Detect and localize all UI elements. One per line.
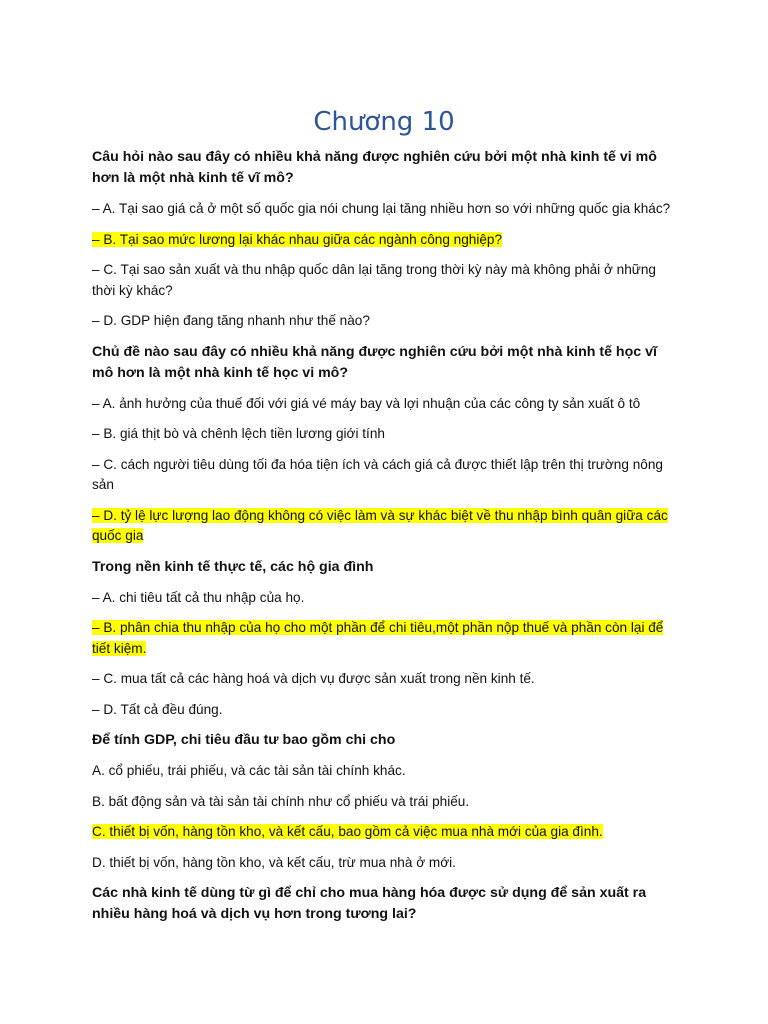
question-text: Chủ đề nào sau đây có nhiều khả năng được nghiên cứu bởi một nhà kinh tế học vĩ mô hơn là một nhà kinh tế học vi mô? bbox=[92, 343, 657, 381]
answer-text: – D. GDP hiện đang tăng nhanh như thế nào? bbox=[92, 313, 370, 328]
question-text: Các nhà kinh tế dùng từ gì để chỉ cho mua hàng hóa được sử dụng để sản xuất ra nhiều hàng hoá và dịch vụ hơn trong tương lai? bbox=[92, 885, 647, 922]
answer-text: – A. Tại sao giá cả ở một số quốc gia nói chung lại tăng nhiều hơn so với những quốc gia khác? bbox=[92, 201, 671, 216]
answer-option bbox=[92, 199, 682, 220]
answer-option-highlighted bbox=[92, 822, 682, 843]
answer-text: – D. tỷ lệ lực lượng lao động không có việc làm và sự khác biệt về thu nhập bình quân giữa các quốc gia bbox=[92, 507, 668, 543]
answer-option bbox=[92, 761, 682, 782]
answer-text: C. thiết bị vốn, hàng tồn kho, và kết cấu, bao gồm cả việc mua nhà mới của gia đình. bbox=[92, 824, 603, 839]
answer-option bbox=[92, 424, 682, 445]
answer-option bbox=[92, 394, 682, 415]
answer-option-highlighted bbox=[92, 230, 682, 251]
answer-text: – A. chi tiêu tất cả thu nhập của họ. bbox=[92, 589, 305, 605]
answer-text: – D. Tất cả đều đúng. bbox=[92, 701, 223, 717]
answer-text: B. bất động sản và tài sản tài chính như cổ phiếu và trái phiếu. bbox=[92, 793, 470, 809]
answer-text: – C. Tại sao sản xuất và thu nhập quốc dân lại tăng trong thời kỳ này mà không phải ở những thời kỳ khác? bbox=[92, 262, 656, 298]
answer-option bbox=[92, 792, 682, 813]
question-text: Câu hỏi nào sau đây có nhiều khả năng được nghiên cứu bởi một nhà kinh tế vi mô hơn là một nhà kinh tế vĩ mô? bbox=[92, 149, 657, 186]
answer-text: – A. ảnh hưởng của thuế đối với giá vé máy bay và lợi nhuận của các công ty sản xuất ô tô bbox=[92, 395, 641, 411]
answer-option bbox=[92, 588, 682, 609]
answer-text: – B. Tại sao mức lương lại khác nhau giữa các ngành công nghiệp? bbox=[92, 231, 503, 247]
answer-option bbox=[92, 311, 682, 332]
answer-option bbox=[92, 260, 682, 301]
answer-option-highlighted bbox=[92, 618, 682, 659]
answer-text: A. cổ phiếu, trái phiếu, và các tài sản tài chính khác. bbox=[92, 763, 406, 778]
answer-option bbox=[92, 853, 682, 874]
answer-option bbox=[92, 700, 682, 721]
answer-text: – B. phân chia thu nhập của họ cho một phần để chi tiêu,một phần nộp thuế và phần còn lại để tiết kiệm. bbox=[92, 620, 664, 656]
question-text: Trong nền kinh tế thực tế, các hộ gia đình bbox=[92, 558, 374, 575]
answer-text: – B. giá thịt bò và chênh lệch tiền lương giới tính bbox=[92, 426, 385, 441]
answer-option bbox=[92, 455, 682, 496]
page-title: Chương 10 bbox=[313, 107, 455, 137]
question-list bbox=[92, 147, 682, 935]
answer-text: D. thiết bị vốn, hàng tồn kho, và kết cấu, trừ mua nhà ở mới. bbox=[92, 854, 456, 870]
answer-text: – C. mua tất cả các hàng hoá và dịch vụ được sản xuất trong nền kinh tế. bbox=[92, 671, 535, 686]
answer-option-highlighted bbox=[92, 506, 682, 547]
question-text: Để tính GDP, chi tiêu đầu tư bao gồm chi cho bbox=[92, 732, 396, 748]
answer-option bbox=[92, 669, 682, 690]
answer-text: – C. cách người tiêu dùng tối đa hóa tiện ích và cách giá cả được thiết lập trên thị trường nông sản bbox=[92, 456, 663, 492]
